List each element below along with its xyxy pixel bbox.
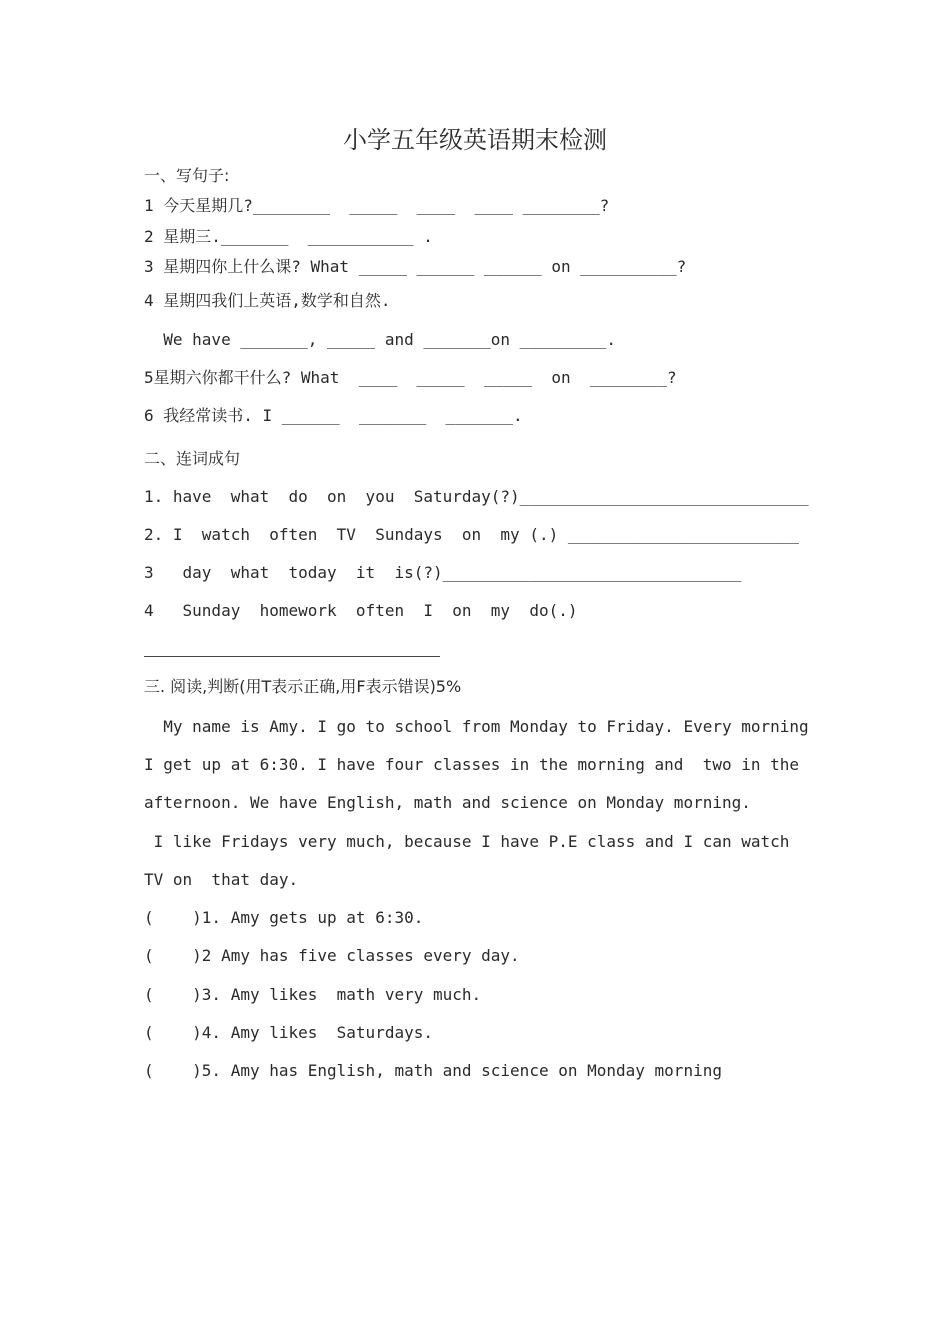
passage-line-5: TV on that day.: [144, 870, 299, 889]
section2-heading: 二、连词成句: [144, 449, 241, 468]
question-5: ( )5. Amy has English, math and science on Monday morning: [144, 1061, 722, 1080]
section2-line-1: 1. have what do on you Saturday(?)______________________________: [144, 487, 809, 506]
answer-underline: [144, 656, 440, 657]
section3-heading: 三. 阅读,判断(用T表示正确,用F表示错误)5%: [144, 677, 462, 696]
question-2: ( )2 Amy has five classes every day.: [144, 946, 520, 965]
section1-line-5: We have _______, _____ and _______on _________.: [144, 330, 617, 349]
section2-line-3: 3 day what today it is(?)_______________________________: [144, 563, 742, 582]
section1-line-7: 6 我经常读书. I ______ _______ _______.: [144, 406, 523, 425]
section1-line-2: 2 星期三._______ ___________ .: [144, 227, 433, 246]
page-title: 小学五年级英语期末检测: [343, 126, 607, 154]
passage-line-1: My name is Amy. I go to school from Monday to Friday. Every morning: [144, 717, 809, 736]
section1-line-6: 5星期六你都干什么? What ____ _____ _____ on ________?: [144, 368, 677, 387]
section1-line-3: 3 星期四你上什么课? What _____ ______ ______ on __________?: [144, 257, 687, 276]
passage-line-4: I like Fridays very much, because I have P.E class and I can watch: [144, 832, 790, 851]
section2-line-2: 2. I watch often TV Sundays on my (.) ________________________: [144, 525, 800, 544]
section1-line-4: 4 星期四我们上英语,数学和自然.: [144, 291, 391, 310]
section2-line-4: 4 Sunday homework often I on my do(.): [144, 601, 578, 620]
question-3: ( )3. Amy likes math very much.: [144, 985, 482, 1004]
question-1: ( )1. Amy gets up at 6:30.: [144, 908, 424, 927]
section1-heading: 一、写句子:: [144, 166, 230, 185]
question-4: ( )4. Amy likes Saturdays.: [144, 1023, 433, 1042]
section1-line-1: 1 今天星期几?________ _____ ____ ____ ________?: [144, 196, 610, 215]
passage-line-3: afternoon. We have English, math and science on Monday morning.: [144, 793, 751, 812]
passage-line-2: I get up at 6:30. I have four classes in the morning and two in the: [144, 755, 800, 774]
